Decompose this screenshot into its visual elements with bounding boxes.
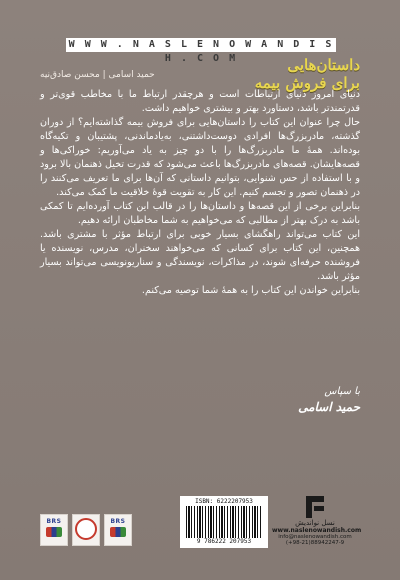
badge-label: BRS	[110, 518, 126, 525]
barcode-icon	[186, 506, 262, 538]
seal-icon	[75, 518, 97, 540]
seal-badge	[72, 514, 100, 546]
isbn-barcode	[180, 496, 268, 548]
body-text	[40, 88, 360, 298]
brs-badge-2	[104, 514, 132, 546]
publisher-website: www.naslenowandish.com	[272, 527, 362, 534]
book-title	[255, 56, 360, 92]
publisher-phone: (+98-21)88942247-9	[285, 540, 345, 546]
paragraph: بنابراین برخی از این قصه‌ها و داستان‌ها را در قالب این کتاب آورده‌ایم تا کمکی باشد به درک بهتر از مطالبی که می‌خواهیم به شما مخاطبان ارائه دهیم.	[40, 201, 360, 226]
publisher-name: نسل نواندیش	[295, 519, 335, 527]
paragraph: بنابراین خواندن این کتاب را به همهٔ شما توصیه می‌کنم.	[141, 285, 360, 296]
publisher-logo-icon	[302, 496, 328, 518]
paragraph: حال چرا عنوان این کتاب را داستان‌هایی برای فروش بیمه گذاشته‌ایم؟ از دوران گذشته، مادربزرگ‌ها افرادی دوست‌داشتنی، به‌یادماندنی، پشتیبان و تکیه‌گاه بوده‌اند. همهٔ ما مادربزرگ‌ها را با دو چیز به یاد می‌آوریم: خوراکی‌ها و قصه‌هایشان. قصه‌های مادربزرگ‌ها باعث می‌شود که قدرت تخیل ذهنمان بالا برود و با استفاده از حس شنوایی، بتوانیم داستانی که آن‌ها برای ما تعریف می‌کنند را در ذهنمان تصور و تجسم کنیم. این کار به تقویت قوهٔ خلاقیت ما کمک می‌کند.	[40, 117, 360, 198]
paragraph: این کتاب می‌تواند راهگشای بسیار خوبی برای ارتباط مؤثر با مشتری باشد. همچنین، این کتاب برای کسانی که می‌خواهند سخنران، مدرس، نویسنده یا فروشنده حرفه‌ای شوند، در مذاکرات، نویسندگی و سناریونویسی می‌تواند بسیار مؤثر باشد.	[40, 229, 360, 282]
signature-regards: با سپاس	[324, 386, 360, 397]
brs-badge	[40, 514, 68, 546]
isbn-label: ISBN: 6222207953	[195, 498, 253, 505]
paragraph: دنیای امروز دنیای ارتباطات است و هرچقدر ارتباط ما با مخاطب قوی‌تر و قدرتمندتر باشد، دستاورد بهتر و بیشتری خواهیم داشت.	[40, 89, 360, 114]
barcode-number: 9 786222 207953	[196, 538, 252, 545]
certification-badges	[40, 514, 132, 546]
signature-name: حمید اسامی	[298, 400, 360, 414]
badge-label: BRS	[46, 518, 62, 525]
authors: حمید اسامی | محسن صادق‌نیه	[40, 70, 155, 80]
website-banner: W W W . N A S L E N O W A N D I S H . C O M	[66, 38, 336, 52]
badge-books-icon	[110, 527, 126, 537]
publisher-info	[272, 496, 362, 548]
title-line-1: داستان‌هایی	[287, 56, 360, 74]
signature	[298, 386, 360, 414]
title-line-2: برای فروش بیمه	[254, 74, 360, 92]
badge-books-icon	[46, 527, 62, 537]
publisher-email: info@naslenowandish.com	[278, 534, 352, 540]
